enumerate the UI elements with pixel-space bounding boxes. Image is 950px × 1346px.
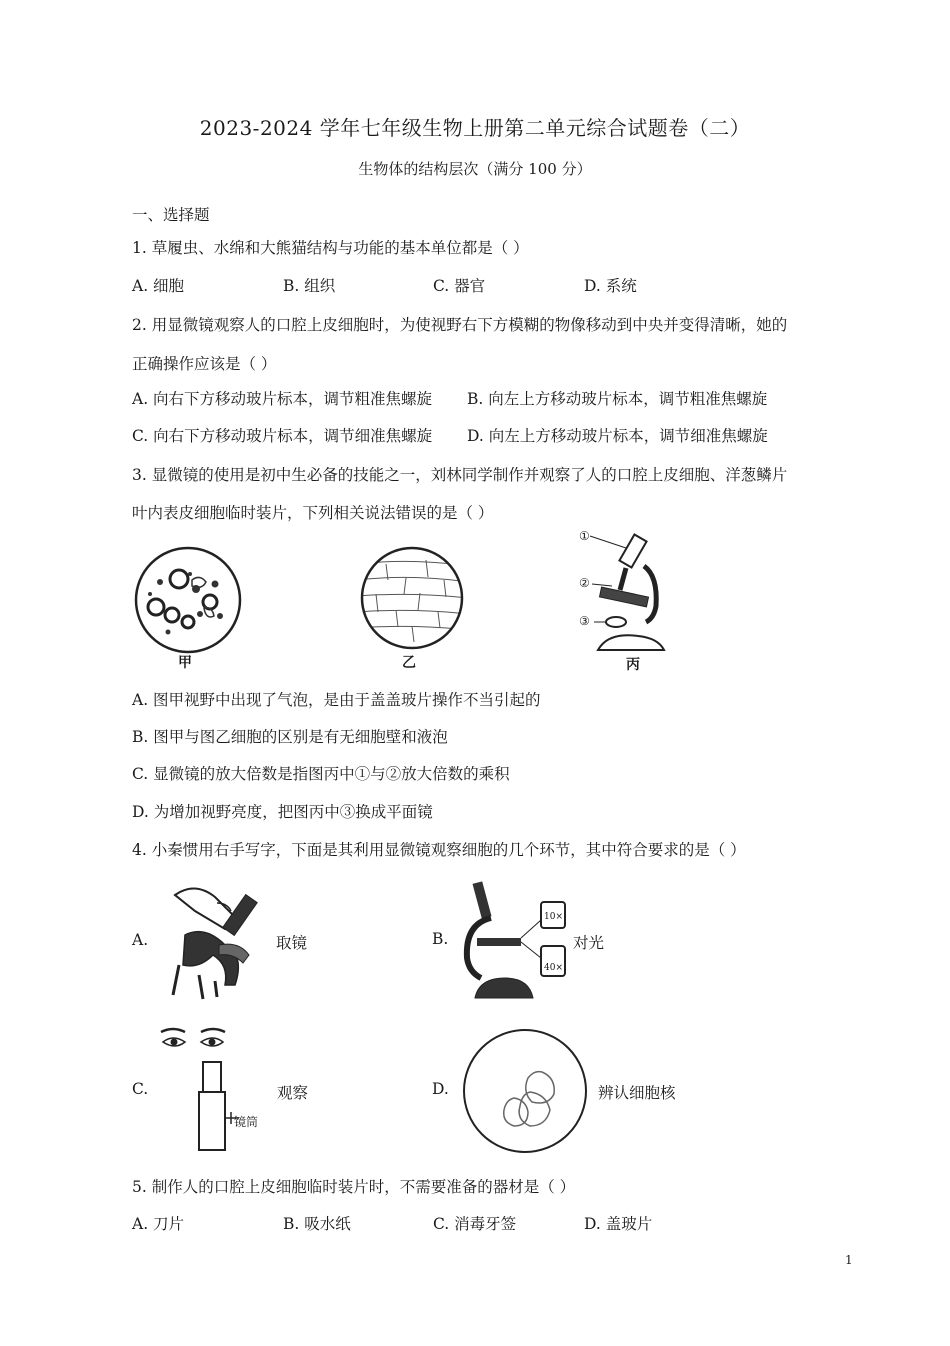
figure-bing-label: 丙 (626, 657, 640, 673)
microscope-part-3-marker: ③ (579, 614, 590, 628)
q2-option-d: D. 向左上方移动玻片标本，调节细准焦螺旋 (467, 427, 768, 445)
q5-option-d: D. 盖玻片 (584, 1215, 653, 1233)
q4-option-b-letter: B. (432, 930, 449, 948)
page-title: 2023-2024 学年七年级生物上册第二单元综合试题卷（二） (199, 116, 751, 140)
figure-cell-nucleus-view (460, 1026, 590, 1156)
tube-label: 镜筒 (234, 1115, 259, 1129)
question-3-stem-line1: 3. 显微镜的使用是初中生必备的技能之一，刘林同学制作并观察了人的口腔上皮细胞、洋葱鳞片 (132, 466, 788, 484)
question-3-stem-line2: 叶内表皮细胞临时装片，下列相关说法错误的是（ ） (132, 504, 494, 522)
q1-option-b: B. 组织 (283, 277, 336, 295)
figure-yi-onion-cells (356, 542, 468, 654)
question-4-stem: 4. 小秦惯用右手写字，下面是其利用显微镜观察细胞的几个环节，其中符合要求的是（ ） (132, 841, 746, 859)
page-number: 1 (845, 1253, 853, 1267)
q3-option-c: C. 显微镜的放大倍数是指图丙中①与②放大倍数的乘积 (132, 765, 510, 783)
q5-option-c: C. 消毒牙签 (433, 1215, 517, 1233)
page-subtitle: 生物体的结构层次（满分 100 分） (358, 160, 592, 178)
objective-10x-label: 10× (544, 912, 563, 922)
q5-option-b: B. 吸水纸 (283, 1215, 351, 1233)
q3-option-b: B. 图甲与图乙细胞的区别是有无细胞壁和液泡 (132, 728, 448, 746)
q4-option-b-text: 对光 (573, 934, 605, 952)
question-2-stem-line1: 2. 用显微镜观察人的口腔上皮细胞时，为使视野右下方模糊的物像移动到中央并变得清晰，她的 (132, 316, 788, 334)
question-5-stem: 5. 制作人的口腔上皮细胞临时装片时，不需要准备的器材是（ ） (132, 1178, 576, 1196)
q2-option-c: C. 向右下方移动玻片标本，调节细准焦螺旋 (132, 427, 433, 445)
microscope-part-1-marker: ① (579, 529, 590, 543)
q2-option-b: B. 向左上方移动玻片标本，调节粗准焦螺旋 (467, 390, 768, 408)
microscope-part-2-marker: ② (579, 576, 590, 590)
q4-option-a-letter: A. (132, 931, 149, 949)
q4-option-d-letter: D. (432, 1080, 449, 1098)
q1-option-a: A. 细胞 (132, 277, 185, 295)
figure-light-adjustment (455, 878, 575, 1004)
q3-option-d: D. 为增加视野亮度，把图丙中③换成平面镜 (132, 803, 433, 821)
question-1-stem: 1. 草履虫、水绵和大熊猫结构与功能的基本单位都是（ ） (132, 239, 529, 257)
q3-option-a: A. 图甲视野中出现了气泡，是由于盖盖玻片操作不当引起的 (132, 691, 541, 709)
figure-eyes-observing (155, 1022, 275, 1154)
figure-take-microscope (155, 875, 275, 1005)
q4-option-d-text: 辨认细胞核 (598, 1084, 676, 1102)
q5-option-a: A. 刀片 (132, 1215, 185, 1233)
q2-option-a: A. 向右下方移动玻片标本，调节粗准焦螺旋 (132, 390, 433, 408)
figure-jia-label: 甲 (178, 655, 192, 671)
q4-option-a-text: 取镜 (276, 934, 308, 952)
q1-option-c: C. 器官 (433, 277, 486, 295)
section-heading: 一、选择题 (132, 206, 210, 224)
question-2-stem-line2: 正确操作应该是（ ） (132, 355, 277, 373)
q4-option-c-letter: C. (132, 1080, 149, 1098)
figure-jia-cheek-cells (130, 544, 246, 656)
q1-option-d: D. 系统 (584, 277, 637, 295)
objective-40x-label: 40× (544, 963, 563, 973)
q4-option-c-text: 观察 (277, 1084, 309, 1102)
figure-bing-microscope (568, 526, 678, 656)
figure-yi-label: 乙 (402, 655, 416, 671)
